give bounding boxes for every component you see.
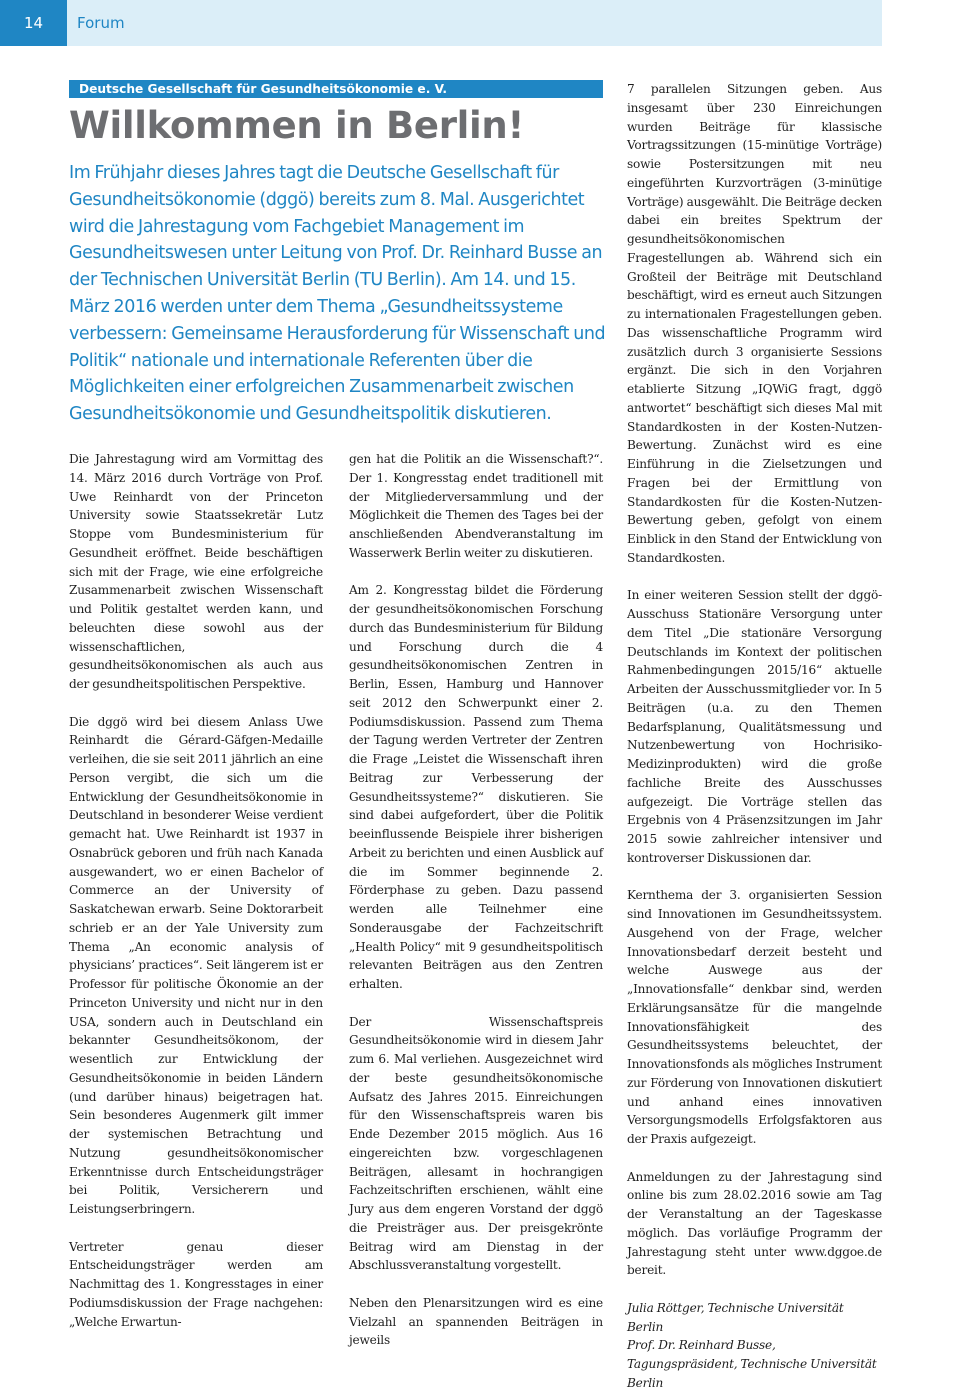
organization-kicker: Deutsche Gesellschaft für Gesundheitsökonomie e. V.: [69, 80, 603, 98]
paragraph: Anmeldungen zu der Jahrestagung sind online bis zum 28.02.2016 sowie am Tag der Veranstaltung an der Tageskasse möglich. Das vorläufige Programm der Jahrestagung steht unter www.dggoe.de bereit.: [627, 1169, 882, 1278]
paragraph: Der Wissenschaftspreis Gesundheitsökonomie wird in diesem Jahr zum 6. Mal verliehen. Ausgezeichnet wird der beste gesundheitsökonomische Aufsatz des Jahres 2015. Einreichungen für den Wissenschaftspreis waren bis Ende Dezember 2015 möglich. Aus 16 eingereichten bzw. vorgeschlagenen Beiträgen, allesamt in hochrangigen Fachzeitschriften erschienen, wählt eine Jury aus dem engeren Vorstand der dggö die Preisträger aus. Der preisgekrönte Beitrag wird am Dienstag in der Abschlussveranstaltung vorgestellt.: [349, 1014, 603, 1273]
author-2: Prof. Dr. Reinhard Busse, Tagungspräsident, Technische Universität Berlin: [627, 1338, 877, 1390]
article-lead: Im Frühjahr dieses Jahres tagt die Deutsche Gesellschaft für Gesundheitsökonomie (dggö) bereits zum 8. Mal. Ausgerichtet wird die Jahrestagung vom Fachgebiet Management im Gesundheitswesen unter Leitung von Prof. Dr. Reinhard Busse an der Technischen Universität Berlin (TU Berlin). Am 14. und 15. März 2016 werden unter dem Thema „Gesundheitssysteme verbessern: Gemeinsame Herausforderung für Wissenschaft und Politik“ nationale und internationale Referenten über die Möglichkeiten einer erfolgreichen Zusammenarbeit zwischen Gesundheitsökonomie und Gesundheitspolitik diskutieren.: [69, 163, 606, 425]
paragraph: gen hat die Politik an die Wissenschaft?“. Der 1. Kongresstag endet traditionell mit der Mitgliederversammlung und der Möglichkeit die Themen des Tages bei der anschließenden Abendveranstaltung im Wasserwerk Berlin weiter zu diskutieren.: [349, 452, 603, 560]
paragraph: In einer weiteren Session stellt der dggö-Ausschuss Stationäre Versorgung unter dem Titel „Die stationäre Versorgung Deutschlands im Kontext der politischen Rahmenbedingungen 2015/16“ aktuelle Arbeiten der Ausschussmitglieder vor. In 5 Beiträgen (u.a. zu den Themen Bedarfsplanung, Qualitätsmessung und Nutzenbewertung von Hochrisiko-Medizinprodukten) wird die große fachliche Breite des Ausschusses aufgezeigt. Die Vorträge stellen das Ergebnis von 4 Präsenzsitzungen im Jahr 2015 sowie zahlreicher intensiver und kontroverser Diskussionen dar.: [627, 588, 882, 865]
paragraph: 7 parallelen Sitzungen geben. Aus insgesamt über 230 Einreichungen wurden Beiträge für klassische Vortragssitzungen (15-minütige Vorträge) sowie Postersitzungen mit neu eingeführten Kurzvorträgen (3-minütige Vorträge) ausgewählt. Die Beiträge decken dabei ein breites Spektrum der gesundheitsökonomischen Fragestellungen ab. Während sich ein Großteil der Beiträge mit Deutschland beschäftigt, wird es erneut auch Sitzungen zu internationalen Fragestellungen geben. Das wissenschaftliche Programm wird zusätzlich durch 3 organisierte Sessions ergänzt. Die sich in den Vorjahren etablierte Sitzung „IQWiG fragt, dggö antwortet“ beschäftigt sich dieses Mal mit Standardkosten in der Kosten-Nutzen-Bewertung. Zunächst wird es eine Einführung in die Zielsetzungen und Fragen bei der Ermittlung von Standardkosten für die Kosten-Nutzen-Bewertung geben, gefolgt von einem Einblick in den Stand der Entwicklung von Standardkosten.: [627, 82, 882, 565]
body-column-1: [69, 450, 323, 1331]
paragraph: Vertreter genau dieser Entscheidungsträger werden am Nachmittag des 1. Kongresstages in einer Podiumsdiskussion der Frage nachgehen: „Welche Erwartun-: [69, 1239, 323, 1329]
paragraph: Neben den Plenarsitzungen wird es eine Vielzahl an spannenden Beiträgen in jeweils: [349, 1295, 603, 1348]
article-title: Willkommen in Berlin!: [69, 104, 525, 147]
author-1: Julia Röttger, Technische Universität Berlin: [627, 1300, 844, 1334]
section-label: Forum: [77, 14, 125, 32]
body-column-3: [627, 80, 882, 1393]
paragraph: Die dggö wird bei diesem Anlass Uwe Reinhardt die Gérard-Gäfgen-Medaille verleihen, die sie seit 2011 jährlich an eine Person vergibt, die sich um die Entwicklung der Gesundheitsökonomie in Deutschland in besonderer Weise verdient gemacht hat. Uwe Reinhardt ist 1937 in Osnabrück geboren und früh nach Kanada ausgewandert, wo er einen Bachelor of Commerce an der University of Saskatchewan erwarb. Seine Doktorarbeit schrieb er an der Yale University zum Thema „An economic analysis of physicians’ practices“. Seit längerem ist er Professor für politische Ökonomie an der Princeton University und nicht nur in den USA, sondern auch in Deutschland ein bekannter Gesundheitsökonom, der wesentlich zur Entwicklung der Gesundheitsökonomie in beiden Ländern (und darüber hinaus) beigetragen hat. Sein besonderes Augenmerk gilt immer der systemischen Betrachtung und Nutzung gesundheitsökonomischer Erkenntnisse durch Entscheidungsträger bei Politik, Versicherern und Leistungserbringern.: [69, 714, 323, 1216]
paragraph: Die Jahrestagung wird am Vormittag des 14. März 2016 durch Vorträge von Prof. Uwe Reinhardt von der Princeton University sowie Staatssekretär Lutz Stoppe vom Bundesministerium für Gesundheit eröffnet. Beide beschäftigen sich mit der Frage, wie eine erfolgreiche Zusammenarbeit zwischen Wissenschaft und Politik gestaltet werden kann, und beleuchten diese sowohl aus der wissenschaftlichen, gesundheitsökonomischen als auch aus der gesundheitspolitischen Perspektive.: [69, 452, 323, 691]
body-column-2: [349, 450, 603, 1350]
page-number: 14: [0, 0, 67, 46]
running-header: [0, 0, 882, 46]
paragraph: Am 2. Kongresstag bildet die Förderung der gesundheitsökonomischen Forschung durch das Bundesministerium für Bildung und Forschung durch die 4 gesundheitsökonomischen Zentren in Berlin, Essen, Hamburg und Hannover seit 2012 den Schwerpunkt einer 2. Podiumsdiskussion. Passend zum Thema der Tagung werden Vertreter der Zentren die Frage „Leistet die Wissenschaft ihren Beitrag zur Verbesserung der Gesundheitssysteme?“ diskutieren. Sie sind dabei aufgefordert, über die Politik beeinflussende Beispiele ihrer bisherigen Arbeit zu berichten und einen Ausblick auf die im Sommer beginnende 2. Förderphase zu geben. Dazu passend werden alle Teilnehmer eine Sonderausgabe der Fachzeitschrift „Health Policy“ mit 9 gesundheitspolitisch relevanten Beiträgen aus den Zentren erhalten.: [349, 583, 603, 991]
author-signature: [627, 1299, 882, 1393]
paragraph: Kernthema der 3. organisierten Session sind Innovationen im Gesundheitssystem. Ausgehend von der Frage, welcher Innovationsbedarf derzeit besteht und welche Auswege aus der „Innovationsfalle“ denkbar sind, werden Erklärungsansätze für die mangelnde Innovationsfähigkeit des Gesundheitssystems beleuchtet, der Innovationsfonds als mögliches Instrument zur Förderung von Innovationen diskutiert und anhand eines innovativen Versorgungsmodells Erfolgsfaktoren aus der Praxis aufgezeigt.: [627, 888, 882, 1146]
